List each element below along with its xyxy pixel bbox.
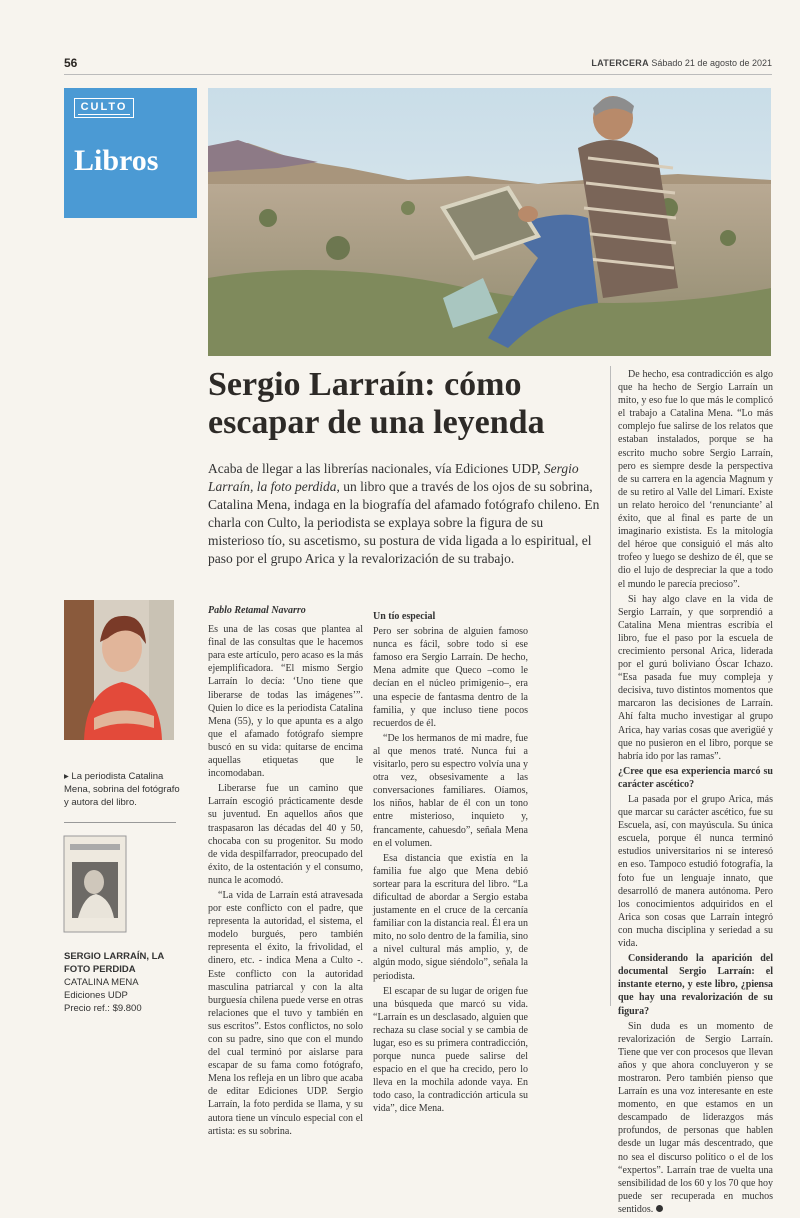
- masthead-brand: LATERCERA: [591, 58, 649, 68]
- section-box: [64, 88, 197, 218]
- book-cover: [64, 836, 126, 932]
- masthead-date: Sábado 21 de agosto de 2021: [651, 58, 772, 68]
- headline-rest: cómo escapar de una leyenda: [208, 366, 545, 441]
- article-column-1: [208, 604, 363, 1140]
- caption-divider: [64, 822, 176, 823]
- article-column-3: [618, 368, 773, 1218]
- book-publisher: Ediciones UDP: [64, 990, 128, 1001]
- article-lede: [208, 460, 600, 568]
- book-price: Precio ref.: $9.800: [64, 1003, 142, 1014]
- paragraph: Esa distancia que existía en la familia fue algo que Mena debió sortear para la escritura del libro. “La dificultad de abordar a Sergio estaba justamente en el cruce de la cercanía familiar con la distancia real. Él era un mito, no solo dentro de la familia, sino a nivel cultural más amplio, y, de algún modo, sigue siéndolo”, señala la periodista.: [373, 852, 528, 982]
- paragraph: Liberarse fue un camino que Larraín escogió prácticamente desde su juventud. En aquellos años que traspasaron las décadas del 40 y 50, chocaba con su progenitor. Su modo de vida despilfarrador, preocupado del éxito, de la ostentación y el consumo, nunca le acomodó.: [208, 783, 363, 886]
- article-headline: [208, 366, 608, 442]
- top-rule: [64, 74, 772, 75]
- paragraph: La pasada por el grupo Arica, más que marcar su carácter ascético, fue su Escuela, así, con mayúscula. Su única escuela, porque él nunca terminó estudios universitarios ni se interesó en eso. Tampoco estudió fotografía, la foto fue un lenguaje innato, que desarrolló de manera autónoma. Pero los conocimientos adquiridos en el Arica son cosas que Larraín integró con mucha disciplina y seriedad a su vida.: [618, 794, 773, 950]
- subhead: Un tío especial: [373, 611, 436, 622]
- section-title: Libros: [74, 144, 159, 177]
- lede-pre: Acaba de llegar a las librerías nacionales, vía Ediciones UDP,: [208, 461, 544, 476]
- lede-book-title: Sergio Larraín, la foto perdida: [208, 461, 579, 494]
- paragraph-text: Sin duda es un momento de revalorización de Sergio Larraín. Tiene que ver con procesos que llevan años y que ahora concluyeron y se mostraron. Pero también pienso que Larraín es una voz interesante en este momento, en que estamos en un descampado de liderazgos más profundos, de personas que hablen desde un lugar más descentrado, que no sea el discurso político o el de los “expertos”. Larraín trae de vuelta una sensibilidad de los 60 y los 70 que hoy puede ser recuperada en muchos sentidos.: [618, 1020, 773, 1215]
- author-photo: [64, 600, 174, 740]
- paragraph: Es una de las cosas que plantea al final de las consultas que le hacemos para este artículo, pero acaso es la más ejemplificadora. “El mismo Sergio Larraín lo decía: ‘Uno tiene que liberarse de todas las imágenes’”. Quien lo dice es la periodista Catalina Mena (55), y lo que apunta es a algo que el afamado fotógrafo siempre buscó en su vida: quitarse de encima aquellas etiquetas que le incomodaban.: [208, 624, 363, 780]
- photo-caption-text: La periodista Catalina Mena, sobrina del fotógrafo y autora del libro.: [64, 771, 180, 808]
- paragraph: De hecho, esa contradicción es algo que ha hecho de Sergio Larraín un mito, y eso fue lo que más le complicó el trabajo a Catalina Mena. “Lo más complejo fue salirse de los relatos que estaban instalados, porque se ha escrito mucho sobre Sergio Larraín, pero es siempre desde la perspectiva de su carrera en la agencia Magnum y de su retiro al Valle del Limarí. Existe un relato heroico del ‘renunciante’ al éxito, que al final es parte de un imaginario existista. Es la mitología del héroe que consiguió el más alto trofeo y luego se deshizo de él, que se dio el lujo de despreciar la que a todo el mundo le parecía precioso”.: [618, 369, 773, 590]
- page-number: 56: [64, 56, 78, 70]
- masthead: [591, 58, 772, 68]
- hero-photo: [208, 88, 771, 356]
- paragraph: Si hay algo clave en la vida de Sergio Larraín, y que sorprendió a Catalina Mena mientras escribía el libro, fue el paso por la escuela de crecimiento personal Arica, liderada por el gurú boliviano Óscar Ichazo. “Esa pasada fue muy compleja y decisiva, tuvo distintos momentos que marcaron las decisiones de Larraín. Ahí falta mucho investigar al grupo Arica, hay varias cosas que averigüé y que no pusieron en el libro, porque se habría ido por las ramas”.: [618, 593, 773, 762]
- column-rule: [610, 366, 611, 1006]
- paragraph: [618, 1020, 773, 1216]
- interview-question: Considerando la aparición del documental Sergio Larraín: el instante eterno, y este libro, ¿piensa que hay una revalorización de su figura?: [618, 953, 773, 1017]
- book-author: CATALINA MENA: [64, 977, 139, 988]
- headline-bold: Sergio Larraín:: [208, 366, 436, 403]
- photo-caption: ▸ La periodista Catalina Mena, sobrina del fotógrafo y autora del libro.: [64, 771, 180, 808]
- paragraph: “La vida de Larraín está atravesada por este conflicto con el padre, que representa la autoridad, el sistema, el modelo burgués, pero también representa el éxito, la frivolidad, el dinero, etc. - indica Mena a Culto -. Este conflicto con la autoridad masculina patriarcal y con la alta burguesía chilena puede verse en otras relaciones que el tuvo y también en sus escritos”. Estos conflictos, no solo con su padre, sino que con el mundo del cual terminó por aislarse para escapar de su fama como fotógrafo, Mena los refleja en un libro que acaba de editar Ediciones UDP. Sergio Larraín, la foto perdida se llama, y su autora tiene un vínculo especial con el artista: es su sobrina.: [208, 889, 363, 1137]
- paragraph: “De los hermanos de mi madre, fue al que menos traté. Nunca fui a visitarlo, pero su espectro volvía una y otra vez, obsesivamente a las conversaciones familiares. Oíamos, los niños, hablar de él con un tono entre misterioso, inquieto y, francamente, cahuesdo”, señala Mena en el volumen.: [373, 732, 528, 849]
- paragraph: Pero ser sobrina de alguien famoso nunca es fácil, sobre todo si ese famoso era Sergio Larraín. De hecho, Mena admite que Queco –como le decían en el núcleo primigenio–, era una especie de fantasma dentro de la familia, y que incluso tiene pocos recuerdos de él.: [373, 626, 528, 729]
- paragraph: El escapar de su lugar de origen fue una búsqueda que marcó su vida. “Larraín es un desclasado, alguien que rechaza su clase social y se cambia de lugar, eso es su primera contradicción, porque nunca puede salirse del espacio en el que ha crecido, pero lo lleva en la mochila adonde vaya. En todo caso, la contradicción articula su vida”, dice Mena.: [373, 985, 528, 1115]
- book-info: [64, 950, 184, 1015]
- interview-question: ¿Cree que esa experiencia marcó su carácter ascético?: [618, 765, 773, 790]
- hero-photo-illustration: [208, 88, 771, 356]
- author-portrait-illustration: [64, 600, 174, 740]
- lede-post: , un libro que a través de los ojos de su sobrina, Catalina Mena, indaga en la biografía del afamado fotógrafo chileno. En charla con Culto, la periodista se explaya sobre la figura de su misterioso tío, su ascetismo, su postura de vida ligada a lo espiritual, el paso por el grupo Arica y la revalorización de su trabajo.: [208, 479, 600, 566]
- end-mark-icon: [656, 1205, 663, 1212]
- section-tag: CULTO: [74, 98, 134, 118]
- article-column-2: [373, 604, 528, 1118]
- book-cover-illustration: [64, 836, 126, 932]
- byline: Pablo Retamal Navarro: [208, 605, 306, 616]
- book-title: SERGIO LARRAÍN, LA FOTO PERDIDA: [64, 951, 164, 975]
